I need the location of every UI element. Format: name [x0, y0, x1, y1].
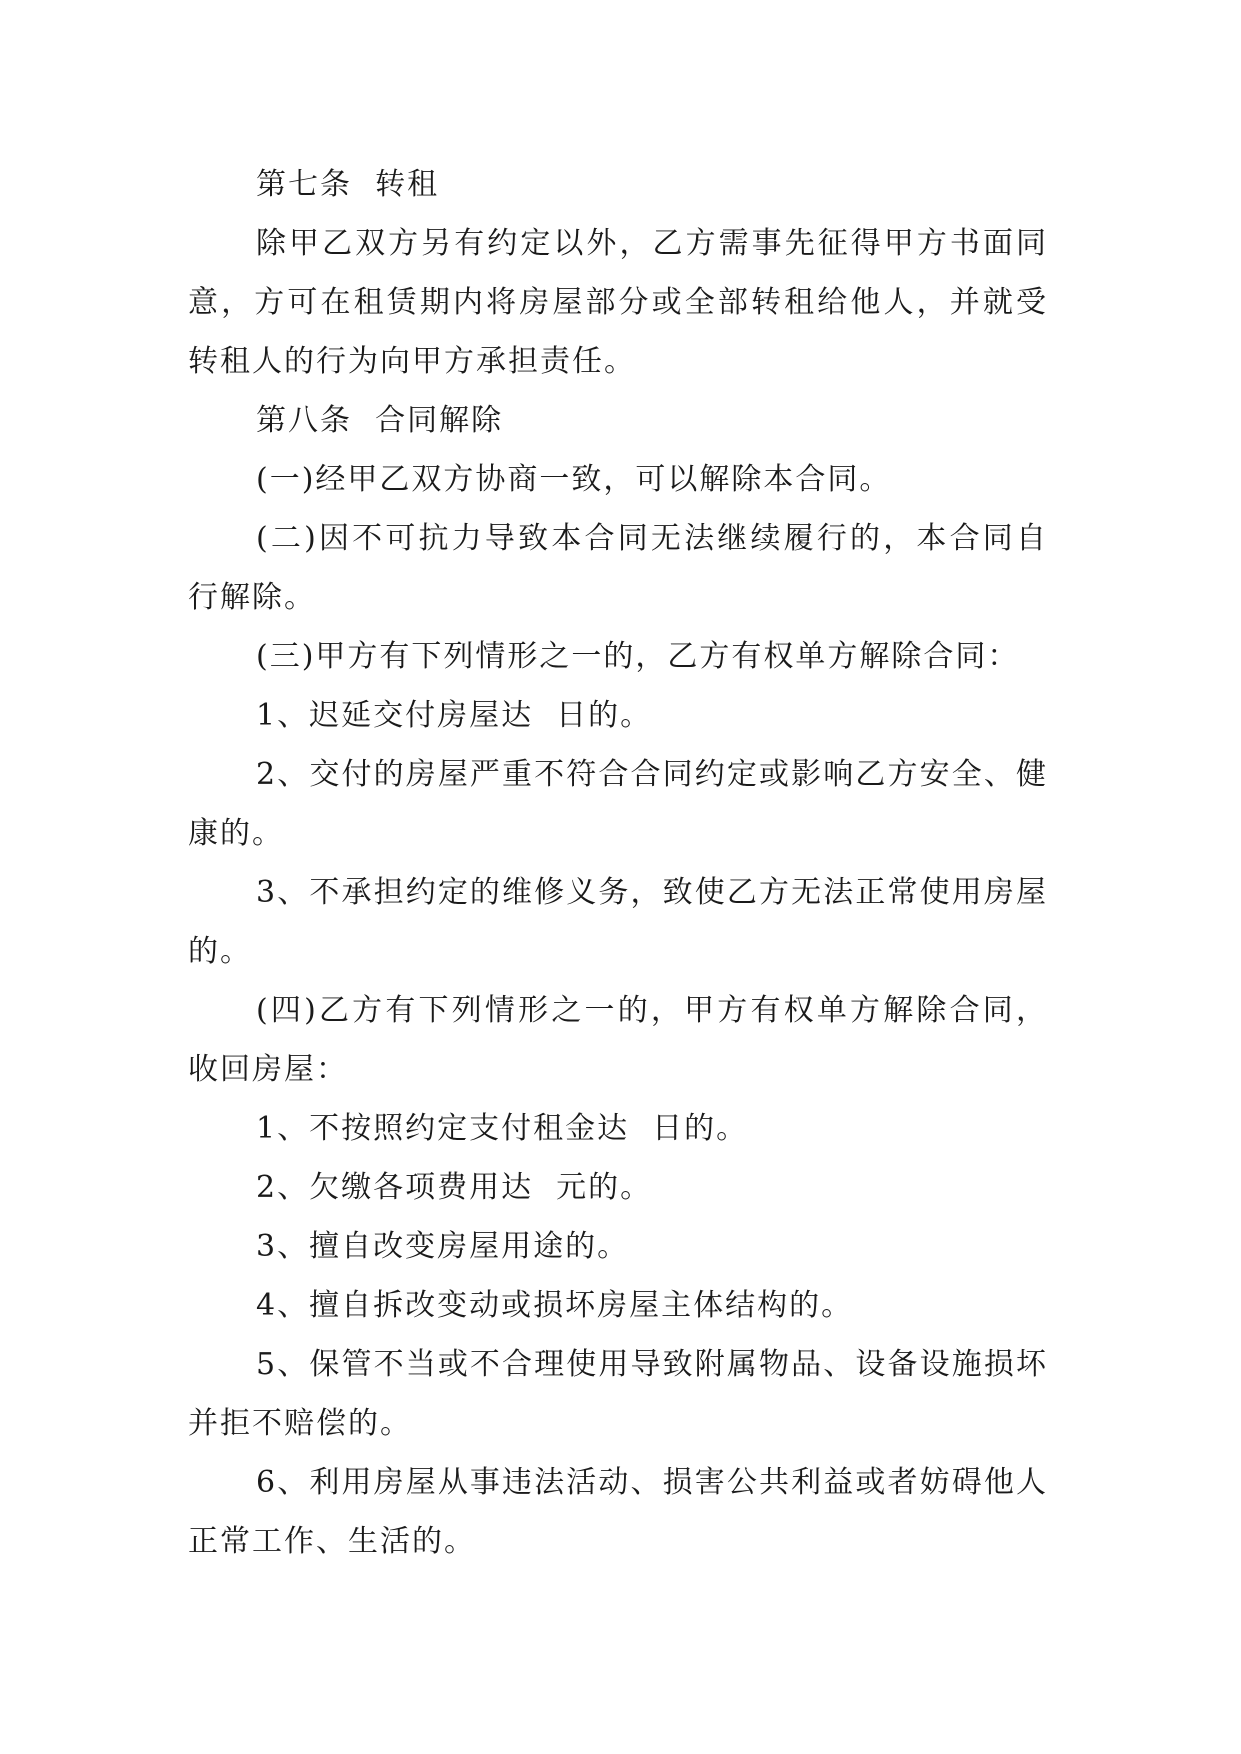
clause-3-item-1: 1、迟延交付房屋达 日的。 — [256, 698, 653, 733]
clause-3-item-2: 2、交付的房屋严重不符合合同约定或影响乙方安全、健康的。 — [188, 757, 1048, 851]
clause-4: (四)乙方有下列情形之一的，甲方有权单方解除合同，收回房屋： — [188, 993, 1048, 1087]
clause-4-item-2: 2、欠缴各项费用达 元的。 — [256, 1170, 653, 1205]
document-body — [188, 155, 1048, 1571]
clause-3: (三)甲方有下列情形之一的，乙方有权单方解除合同： — [256, 639, 1020, 674]
clause-4-item-5: 5、保管不当或不合理使用导致附属物品、设备设施损坏并拒不赔偿的。 — [188, 1347, 1048, 1441]
article-7-text: 除甲乙双方另有约定以外，乙方需事先征得甲方书面同意，方可在租赁期内将房屋部分或全部转租给他人，并就受转租人的行为向甲方承担责任。 — [188, 226, 1048, 379]
clause-4-item-1: 1、不按照约定支付租金达 日的。 — [256, 1111, 749, 1146]
clause-1: (一)经甲乙双方协商一致，可以解除本合同。 — [256, 462, 892, 497]
article-7-heading: 第七条 转租 — [256, 167, 440, 202]
clause-2: (二)因不可抗力导致本合同无法继续履行的，本合同自行解除。 — [188, 521, 1048, 615]
clause-4-item-6: 6、利用房屋从事违法活动、损害公共利益或者妨碍他人正常工作、生活的。 — [188, 1465, 1048, 1559]
article-8-heading: 第八条 合同解除 — [256, 403, 504, 438]
clause-3-item-3: 3、不承担约定的维修义务，致使乙方无法正常使用房屋的。 — [188, 875, 1048, 969]
clause-4-item-4: 4、擅自拆改变动或损坏房屋主体结构的。 — [256, 1288, 854, 1323]
clause-4-item-3: 3、擅自改变房屋用途的。 — [256, 1229, 630, 1264]
